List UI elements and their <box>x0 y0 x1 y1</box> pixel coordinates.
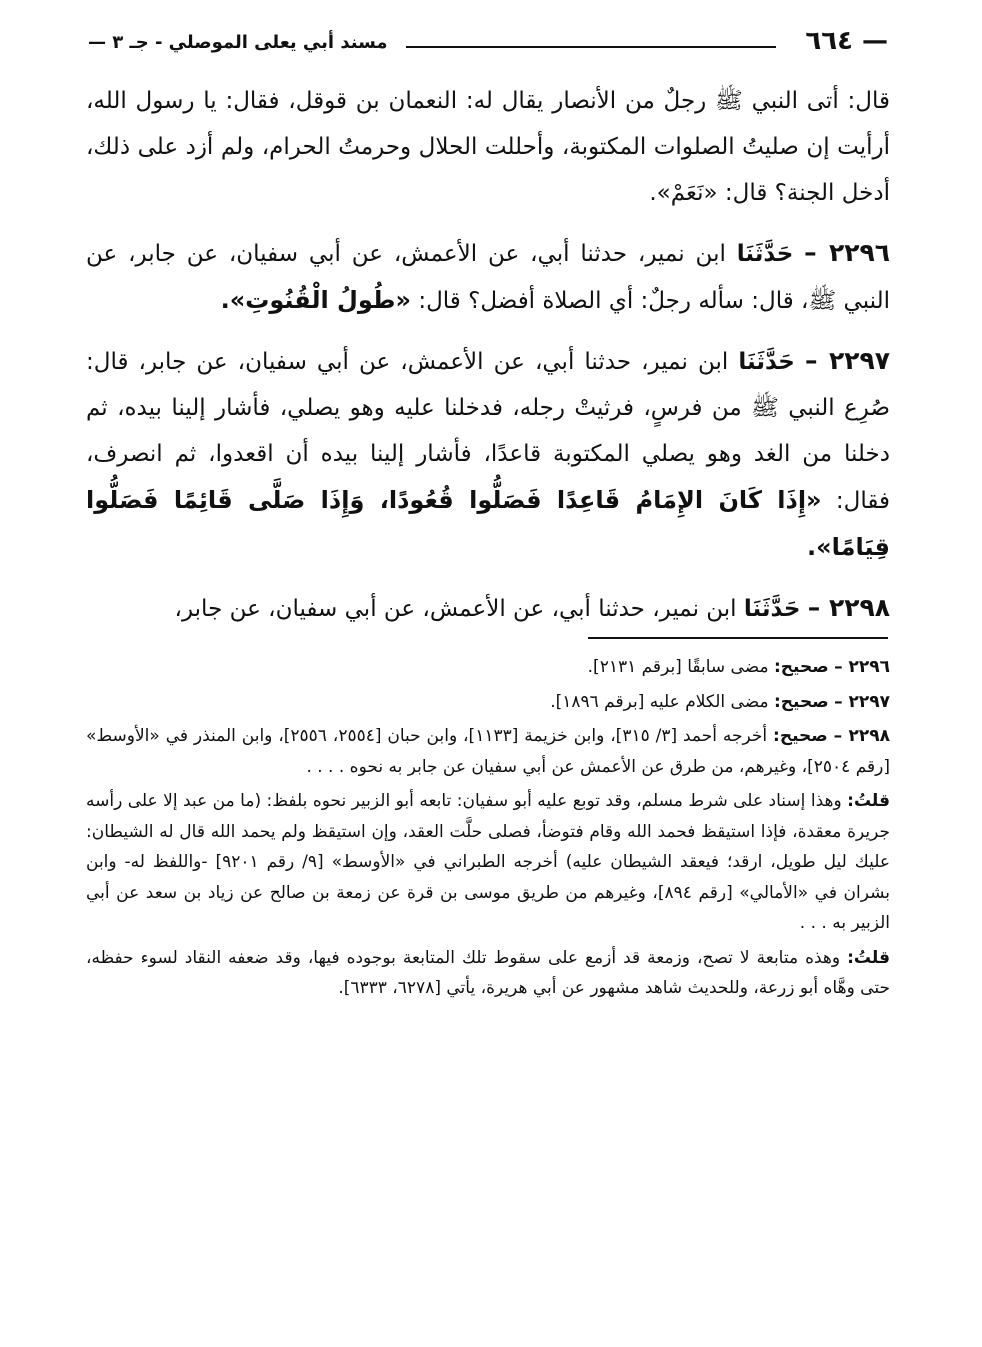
running-title: مسند أبي يعلى الموصلي - جـ ٣ — <box>88 32 388 53</box>
hadith-number: ٢٢٩٨ – <box>807 593 890 622</box>
footnote-number: ٢٢٩٧ – <box>834 691 890 712</box>
note-text: وهذا إسناد على شرط مسلم، وقد توبع عليه أبو سفيان: تابعه أبو الزبير نحوه بلفظ: (ما من عبد إلا على رأسه جريرة معقدة، فإذا استيقظ فحمد الله وقام فتوضأ، فصلى حلَّت العقد، وإن استيقظ ولم يحمد الله قال له الشيطان: عليك ليل طويل، ارقد؛ فيعقد الشيطان عليه) أخرجه الطبراني في «الأوسط» [٩/ رقم ٩٢٠١] -واللفظ له- وابن بشران في «الأمالي» [رقم ٨٩٤]، وغيرهم من طريق موسى بن قرة عن زمعة بن صالح عن زياد بن سعد عن أبي الزبير به . . . <box>86 791 890 933</box>
page-header <box>88 26 888 66</box>
footnote-text: أخرجه أحمد [٣/ ٣١٥]، وابن خزيمة [١١٣٣]، وابن حبان [٢٥٥٤، ٢٥٥٦]، وابن المنذر في «الأوسط» [رقم ٢٥٠٤]، وغيرهم، من طرق عن الأعمش عن أبي سفيان عن جابر به نحوه . . . . <box>86 726 890 777</box>
intro-text: قال: أتى النبي ﷺ رجلٌ من الأنصار يقال له: النعمان بن قوقل، فقال: يا رسول الله، أرأيت إن صليتُ الصلوات المكتوبة، وأحللت الحلال وحرمتُ الحرام، ولم أزد على ذلك، أدخل الجنة؟ قال: «نَعَمْ». <box>86 88 890 206</box>
note-label: قلتُ: <box>847 791 891 811</box>
footnote-grade: صحيح: <box>773 726 828 746</box>
hadith-number: ٢٢٩٦ – <box>804 238 890 267</box>
footnotes <box>86 652 890 1008</box>
footnote-2296 <box>86 652 890 683</box>
footnote-2298 <box>86 721 890 782</box>
header-rule <box>406 46 776 48</box>
haddathana-word: حَدَّثَنَا <box>738 349 795 375</box>
footnote-number: ٢٢٩٦ – <box>834 657 890 677</box>
note-label: قلتُ: <box>847 947 890 968</box>
footnote-separator <box>588 637 888 639</box>
hadith-text: ابن نمير، حدثنا أبي، عن الأعمش، عن أبي سفيان، عن جابر، عن النبي ﷺ، قال: سأله رجلٌ: أي الصلاة أفضل؟ قال: <box>86 241 890 314</box>
hadith-text: ابن نمير، حدثنا أبي، عن الأعمش، عن أبي سفيان، عن جابر، قال: صُرِع النبي ﷺ من فرسٍ، فرثيتْ رجله، فدخلنا عليه وهو يصلي، فأشار إلينا بيده، ثم دخلنا من الغد وهو يصلي المكتوبة قاعدًا، فأشار إلينا بيده أن اقعدوا، ثم انصرف، فقال: <box>86 349 891 514</box>
hadith-number: ٢٢٩٧ – <box>804 346 891 375</box>
footnote-2298-note-1 <box>86 786 890 939</box>
footnote-number: ٢٢٩٨ – <box>833 726 890 746</box>
hadith-2297 <box>86 338 890 571</box>
page-number: — ٦٦٤ <box>805 26 888 56</box>
intro-paragraph <box>86 78 890 216</box>
footnote-text: مضى الكلام عليه [برقم ١٨٩٦]. <box>550 691 769 712</box>
main-text <box>86 78 890 646</box>
hadith-matn: «إِذَا كَانَ الإِمَامُ قَاعِدًا فَصَلُّوا قُعُودًا، وَإِذَا صَلَّى قَائِمًا فَصَلُّوا قِيَامًا». <box>86 486 890 561</box>
hadith-text: ابن نمير، حدثنا أبي، عن الأعمش، عن أبي سفيان، عن جابر، <box>174 596 737 622</box>
footnote-2298-note-2 <box>86 943 890 1004</box>
footnote-text: مضى سابقًا [برقم ٢١٣١]. <box>587 657 769 677</box>
hadith-matn: «طُولُ الْقُنُوتِ». <box>220 286 412 314</box>
hadith-2296 <box>86 230 890 324</box>
hadith-2298 <box>86 585 890 632</box>
haddathana-word: حَدَّثَنَا <box>736 241 794 267</box>
footnote-2297 <box>86 687 890 718</box>
haddathana-word: حَدَّثَنَا <box>743 596 801 622</box>
footnote-grade: صحيح: <box>773 657 829 677</box>
footnote-grade: صحيح: <box>773 691 829 712</box>
note-text: وهذه متابعة لا تصح، وزمعة قد أزمع على سقوط تلك المتابعة بوجوده فيها، وقد ضعفه النقاد لسوء حفظه، حتى وهَّاه أبو زرعة، وللحديث شاهد مشهور عن أبي هريرة، يأتي [٦٢٧٨، ٦٣٣٣]. <box>86 947 890 998</box>
